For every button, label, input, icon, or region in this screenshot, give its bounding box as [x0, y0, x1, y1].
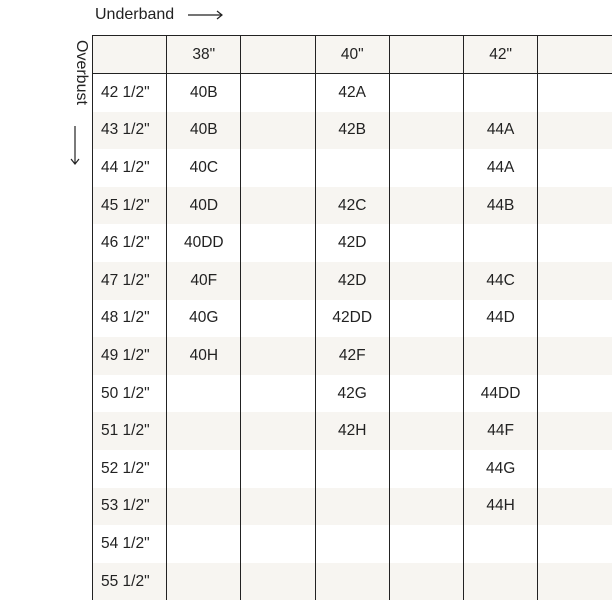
header-corner-cell — [93, 36, 167, 74]
table-row — [93, 112, 612, 150]
size-cell — [538, 563, 612, 600]
table-row — [93, 262, 612, 300]
size-cell — [241, 488, 315, 526]
size-cell: 40G — [167, 300, 241, 338]
size-cell: 40C — [167, 149, 241, 187]
row-header-cell: 55 1/2" — [93, 563, 167, 600]
size-cell: 40DD — [167, 224, 241, 262]
size-cell — [464, 74, 538, 112]
row-header-cell: 43 1/2" — [93, 112, 167, 150]
size-cell: 44G — [464, 450, 538, 488]
size-cell — [389, 149, 463, 187]
size-cell — [315, 525, 389, 563]
size-cell: 44A — [464, 112, 538, 150]
size-cell — [389, 525, 463, 563]
table-row — [93, 450, 612, 488]
row-header-cell: 51 1/2" — [93, 412, 167, 450]
size-table — [92, 35, 612, 600]
size-cell: 42D — [315, 224, 389, 262]
size-cell — [167, 563, 241, 600]
size-cell: 42D — [315, 262, 389, 300]
row-header-cell: 54 1/2" — [93, 525, 167, 563]
header-cell — [538, 36, 612, 74]
size-cell — [389, 262, 463, 300]
size-cell — [538, 74, 612, 112]
size-cell — [241, 112, 315, 150]
table-row — [93, 375, 612, 413]
table-body — [93, 74, 612, 600]
table-row — [93, 488, 612, 526]
size-cell — [538, 149, 612, 187]
size-cell: 42C — [315, 187, 389, 225]
size-cell — [315, 563, 389, 600]
size-cell — [538, 375, 612, 413]
size-cell — [464, 224, 538, 262]
size-cell — [241, 450, 315, 488]
arrow-down-icon — [70, 126, 92, 166]
size-cell: 40B — [167, 74, 241, 112]
size-cell — [538, 337, 612, 375]
size-cell — [315, 149, 389, 187]
size-cell: 44H — [464, 488, 538, 526]
size-cell: 44C — [464, 262, 538, 300]
size-cell: 42B — [315, 112, 389, 150]
size-cell: 42DD — [315, 300, 389, 338]
row-header-cell: 50 1/2" — [93, 375, 167, 413]
size-cell: 40F — [167, 262, 241, 300]
size-cell — [389, 112, 463, 150]
size-cell — [538, 412, 612, 450]
size-cell — [167, 375, 241, 413]
size-cell — [464, 525, 538, 563]
size-cell: 44A — [464, 149, 538, 187]
size-cell — [389, 488, 463, 526]
size-cell: 40H — [167, 337, 241, 375]
size-cell — [389, 187, 463, 225]
size-cell — [389, 563, 463, 600]
overbust-axis-label — [70, 40, 92, 170]
size-cell — [538, 525, 612, 563]
underband-label: Underband — [95, 6, 174, 24]
size-cell — [315, 450, 389, 488]
size-cell — [389, 337, 463, 375]
table-row — [93, 412, 612, 450]
size-cell — [241, 525, 315, 563]
size-cell — [389, 224, 463, 262]
row-header-cell: 48 1/2" — [93, 300, 167, 338]
row-header-cell: 44 1/2" — [93, 149, 167, 187]
size-cell — [464, 337, 538, 375]
table-row — [93, 525, 612, 563]
size-cell: 42A — [315, 74, 389, 112]
size-cell — [241, 300, 315, 338]
size-cell — [241, 187, 315, 225]
row-header-cell: 45 1/2" — [93, 187, 167, 225]
size-cell — [538, 300, 612, 338]
size-cell: 42H — [315, 412, 389, 450]
size-cell — [241, 563, 315, 600]
size-cell — [241, 74, 315, 112]
size-cell — [538, 450, 612, 488]
table-row — [93, 337, 612, 375]
header-cell: 38" — [167, 36, 241, 74]
size-cell — [389, 300, 463, 338]
row-header-cell: 42 1/2" — [93, 74, 167, 112]
header-row — [93, 36, 612, 74]
table-row — [93, 300, 612, 338]
size-cell — [241, 149, 315, 187]
overbust-label: Overbust — [70, 40, 92, 120]
size-cell — [167, 450, 241, 488]
size-cell — [241, 375, 315, 413]
size-cell — [389, 74, 463, 112]
size-cell: 42G — [315, 375, 389, 413]
row-header-cell: 53 1/2" — [93, 488, 167, 526]
size-cell — [464, 563, 538, 600]
size-cell — [315, 488, 389, 526]
size-cell: 40B — [167, 112, 241, 150]
table-row — [93, 74, 612, 112]
size-cell — [167, 412, 241, 450]
size-cell — [389, 450, 463, 488]
header-cell — [241, 36, 315, 74]
size-cell: 44B — [464, 187, 538, 225]
table-row — [93, 224, 612, 262]
size-cell — [167, 525, 241, 563]
row-header-cell: 47 1/2" — [93, 262, 167, 300]
size-cell — [241, 337, 315, 375]
size-cell: 44D — [464, 300, 538, 338]
row-header-cell: 49 1/2" — [93, 337, 167, 375]
size-cell — [167, 488, 241, 526]
size-cell — [389, 412, 463, 450]
arrow-right-icon — [188, 4, 224, 26]
size-cell — [241, 262, 315, 300]
header-cell: 40" — [315, 36, 389, 74]
table-row — [93, 149, 612, 187]
size-cell: 44F — [464, 412, 538, 450]
size-cell — [389, 375, 463, 413]
size-cell — [538, 224, 612, 262]
table-row — [93, 187, 612, 225]
row-header-cell: 52 1/2" — [93, 450, 167, 488]
size-cell — [241, 224, 315, 262]
size-cell: 40D — [167, 187, 241, 225]
header-cell: 42" — [464, 36, 538, 74]
size-cell: 42F — [315, 337, 389, 375]
size-chart-table — [92, 35, 515, 580]
size-cell — [538, 187, 612, 225]
size-cell — [538, 112, 612, 150]
size-cell — [241, 412, 315, 450]
underband-axis-label — [95, 4, 224, 26]
size-cell — [538, 488, 612, 526]
size-cell: 44DD — [464, 375, 538, 413]
header-cell — [389, 36, 463, 74]
size-cell — [538, 262, 612, 300]
row-header-cell: 46 1/2" — [93, 224, 167, 262]
table-row — [93, 563, 612, 600]
